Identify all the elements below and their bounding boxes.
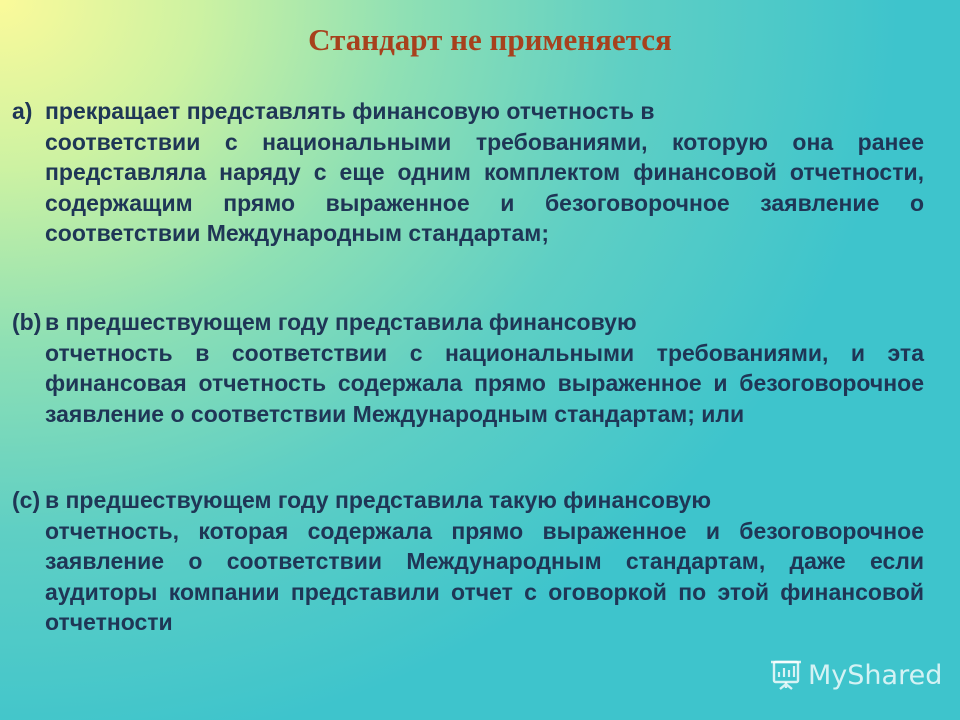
watermark-text: MyShared	[808, 659, 943, 691]
slide-title: Стандарт не применяется	[308, 22, 672, 57]
paragraph-text: отчетность в соответствии с национальными требованиями, и эта финансовая отчетность содержала прямо выраженное и безоговорочное заявление о соответствии Международным стандартам; или	[45, 339, 924, 427]
paragraph-first-line: прекращает представлять финансовую отчетность в	[45, 98, 655, 124]
paragraph-text: соответствии с национальными требованиями, которую она ранее представляла наряду с еще одним комплектом финансовой отчетности, содержащим прямо выраженное и безоговорочное заявление о соответствии Международным стандартам;	[45, 128, 924, 246]
paragraph-text: отчетность, которая содержала прямо выраженное и безоговорочное заявление о соответствии Международным стандартам, даже если аудиторы компании представили отчет с оговоркой по этой финансовой отчетности	[45, 517, 924, 635]
paragraph-marker: (c)	[12, 487, 41, 513]
watermark	[768, 655, 942, 695]
paragraph-b	[12, 307, 924, 429]
paragraph-marker: а)	[12, 98, 33, 124]
paragraph-c	[12, 485, 924, 638]
paragraph-marker: (b)	[12, 309, 42, 335]
paragraph-a	[12, 96, 924, 249]
paragraph-first-line: в предшествующем году представила финансовую	[45, 309, 637, 335]
presentation-board-icon	[768, 657, 804, 693]
paragraph-first-line: в предшествующем году представила такую финансовую	[45, 487, 711, 513]
